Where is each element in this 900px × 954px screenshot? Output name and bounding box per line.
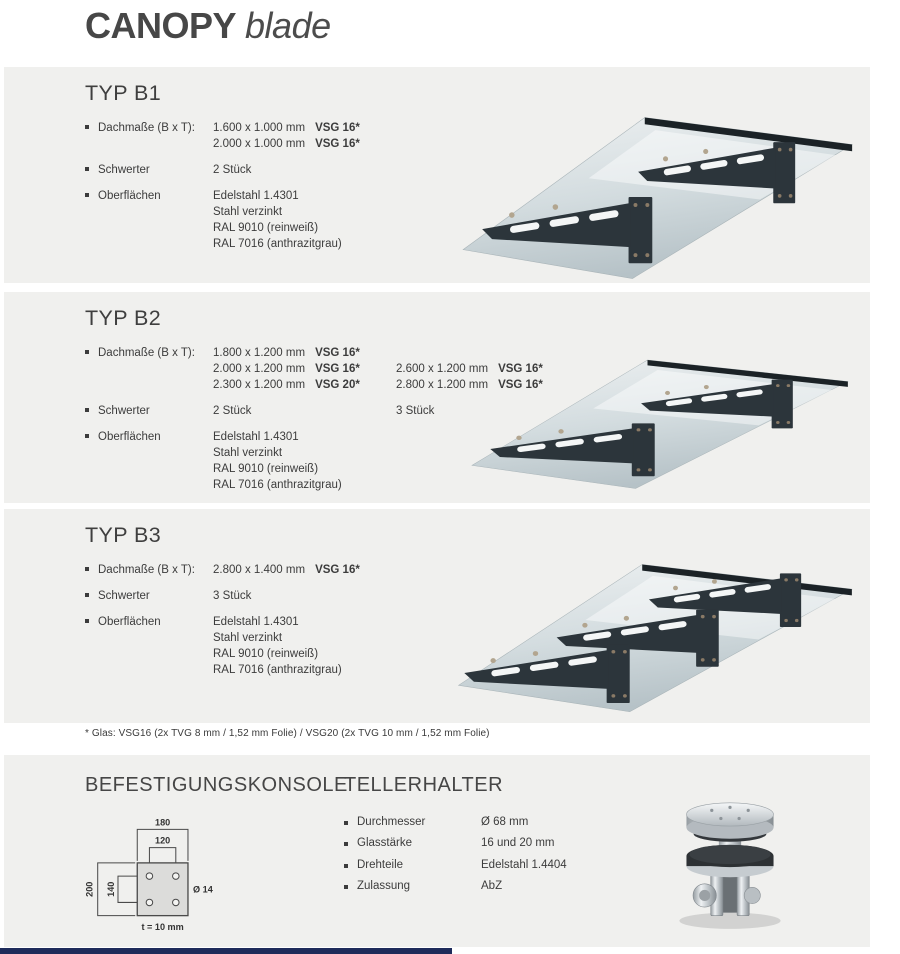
spec-value: RAL 9010 (reinweiß): [213, 222, 319, 234]
screw-dot: [737, 817, 740, 820]
spec-value-line: [213, 588, 315, 604]
screw-icon: [789, 194, 793, 198]
section-heading-b2: TYP B2: [85, 306, 162, 330]
glass-type-value: VSG 16*: [498, 379, 543, 391]
spec-values: [213, 188, 352, 252]
screw-icon: [778, 194, 782, 198]
screw-icon: [648, 468, 652, 471]
product-photo-canopy-b1: [427, 105, 874, 293]
clamp-pin-icon: [665, 391, 670, 395]
screw-icon: [795, 578, 799, 581]
wall-plate: [696, 610, 719, 667]
bullet-icon: [85, 345, 98, 393]
screw-icon: [623, 650, 627, 654]
spec-label: Dachmaße (B x T):: [98, 564, 195, 576]
product-name: CANOPY: [85, 5, 237, 46]
tellerhalter-spec-label: Durchmesser: [357, 816, 426, 828]
glass-type-value: VSG 16*: [315, 347, 360, 359]
section-heading-b3: TYP B3: [85, 523, 162, 547]
clamp-pin-icon: [516, 436, 521, 440]
product-photo-canopy-b3: [422, 553, 874, 725]
tellerhalter-spec-row: [344, 816, 567, 837]
screw-icon: [784, 578, 788, 581]
spec-label: Schwerter: [98, 590, 150, 602]
section-typ-b3: [4, 509, 870, 723]
bullet-icon: [344, 880, 357, 901]
spec-value-line: [213, 345, 360, 361]
clevis-gap: [723, 876, 737, 912]
spec-label: Oberflächen: [98, 431, 161, 443]
clamp-pin-icon: [704, 385, 709, 389]
spec-value-line: [213, 429, 352, 445]
spec-values: [213, 588, 315, 604]
mounting-plate: [137, 863, 188, 916]
spec-label: Schwerter: [98, 405, 150, 417]
spec-value: 2.800 x 1.400 mm: [213, 564, 306, 576]
screw-icon: [645, 203, 649, 207]
clamp-pin-icon: [558, 429, 563, 433]
bullet-icon: [344, 816, 357, 837]
spec-row: [85, 162, 425, 178]
spec-value-line: [213, 646, 352, 662]
spec-value: 2.000 x 1.200 mm: [213, 363, 306, 375]
spec-row: [85, 403, 425, 419]
tellerhalter-spec-label: Zulassung: [357, 880, 411, 893]
spec-value-line: [213, 204, 352, 220]
section-typ-b2: [4, 292, 870, 503]
lower-disc-face: [690, 845, 771, 864]
clamp-pin-icon: [509, 212, 515, 218]
spec-value-line: [213, 403, 315, 419]
screw-icon: [787, 384, 791, 387]
spec-value: 2.300 x 1.200 mm: [213, 379, 306, 391]
spec-label: Schwerter: [98, 164, 150, 176]
wall-plate: [629, 197, 653, 263]
spec-value-line: [213, 614, 352, 630]
spec-value-line: [213, 662, 352, 678]
canopy-illustration: [422, 553, 874, 725]
clamp-pin-icon: [582, 623, 587, 628]
spec-value: Edelstahl 1.4301: [213, 616, 299, 628]
screw-icon: [623, 694, 627, 698]
spec-value-line: [213, 220, 352, 236]
screw-icon: [712, 658, 716, 661]
hole-icon: [173, 899, 179, 905]
spec-value: RAL 9010 (reinweiß): [213, 463, 319, 475]
screw-dot: [747, 809, 750, 812]
hole-icon: [173, 873, 179, 879]
screw-icon: [645, 253, 649, 257]
spec-value: 2.600 x 1.200 mm: [396, 363, 489, 375]
clamp-pin-icon: [663, 156, 668, 161]
spec-row: [85, 588, 425, 604]
spec-value: 1.600 x 1.000 mm: [213, 122, 306, 134]
spec-value: 2 Stück: [213, 405, 252, 417]
section-accessories: [4, 755, 870, 947]
spec-value-line: [213, 361, 360, 377]
spec-value-line: [213, 461, 352, 477]
spec-value: Stahl verzinkt: [213, 447, 283, 459]
spec-list-b1: [85, 120, 425, 262]
canopy-illustration: [437, 350, 869, 500]
bullet-icon: [85, 120, 98, 152]
bullet-icon: [85, 429, 98, 493]
konsole-heading: BEFESTIGUNGSKONSOLE: [85, 774, 348, 796]
screw-icon: [787, 421, 791, 424]
glass-type-value: VSG 16*: [315, 138, 360, 150]
bullet-icon: [85, 588, 98, 604]
dim-thickness: t = 10 mm: [141, 921, 184, 932]
tellerhalter-spec-value: Edelstahl 1.4404: [481, 858, 567, 871]
bullet-icon: [85, 562, 98, 578]
tellerhalter-spec-list: [344, 816, 567, 902]
section-heading-b1: TYP B1: [85, 81, 162, 105]
clamp-pin-icon: [624, 616, 629, 621]
wall-plate: [780, 573, 801, 627]
product-photo-canopy-b2: [437, 350, 869, 500]
wall-plate: [607, 645, 630, 703]
bullet-icon: [85, 188, 98, 252]
spec-value: Edelstahl 1.4301: [213, 190, 299, 202]
spec-value: 2 Stück: [213, 164, 252, 176]
spec-value-line: [213, 562, 360, 578]
clamp-pin-icon: [533, 651, 538, 656]
spec-value: Edelstahl 1.4301: [213, 431, 299, 443]
screw-icon: [795, 619, 799, 622]
dim-hole-spacing-x: 120: [155, 835, 171, 846]
tellerhalter-spec-value: 16 und 20 mm: [481, 837, 555, 850]
screw-dot: [719, 817, 722, 820]
bullet-icon: [85, 162, 98, 178]
spec-value-line: [213, 188, 352, 204]
spec-value: RAL 9010 (reinweiß): [213, 648, 319, 660]
spec-value: 2.800 x 1.200 mm: [396, 379, 489, 391]
bolt-nut: [744, 887, 760, 903]
spec-values: [213, 162, 315, 178]
page-title: [85, 4, 331, 48]
screw-icon: [648, 428, 652, 431]
tellerhalter-spec-value: AbZ: [481, 880, 503, 893]
mounting-plate-drawing: [74, 800, 306, 942]
product-series: blade: [245, 5, 331, 46]
spec-label: Dachmaße (B x T):: [98, 122, 195, 134]
screw-icon: [611, 650, 615, 654]
screw-icon: [776, 421, 780, 424]
spec-values: [213, 345, 360, 393]
wall-plate: [632, 423, 655, 476]
spec-value-line: [213, 162, 315, 178]
spec-row: [85, 188, 425, 252]
tellerhalter-spec-label: Glasstärke: [357, 837, 412, 850]
clamp-pin-icon: [703, 149, 708, 154]
tellerhalter-spec-row: [344, 837, 567, 858]
clamp-pin-icon: [553, 204, 559, 210]
footer-accent-bar: [0, 948, 452, 954]
screw-icon: [611, 694, 615, 698]
tellerhalter-spec-row: [344, 880, 567, 901]
spec-label: Dachmaße (B x T):: [98, 347, 195, 359]
spec-row: [85, 562, 425, 578]
spec-values: [213, 614, 352, 678]
screw-dot: [710, 809, 713, 812]
spec-value: Stahl verzinkt: [213, 632, 283, 644]
spec-value: 1.800 x 1.200 mm: [213, 347, 306, 359]
section-typ-b1: [4, 67, 870, 283]
hole-icon: [146, 873, 152, 879]
screw-dot: [728, 806, 731, 809]
spec-values: [213, 403, 315, 419]
spec-value: Stahl verzinkt: [213, 206, 283, 218]
glass-type-value: VSG 16*: [315, 363, 360, 375]
tellerhalter-heading: TELLERHALTER: [344, 774, 504, 796]
dim-hole-spacing-y: 140: [105, 881, 116, 897]
tellerhalter-spec-row: [344, 859, 567, 880]
spec-value-line: [213, 477, 352, 493]
glass-type-value: VSG 16*: [315, 564, 360, 576]
dim-width: 180: [155, 817, 171, 828]
screw-icon: [789, 148, 793, 152]
bullet-icon: [344, 837, 357, 858]
schwerter-count-extra: 3 Stück: [396, 405, 435, 417]
spec-label: Oberflächen: [98, 616, 161, 628]
spec-value-line: [213, 236, 352, 252]
clamp-pin-icon: [712, 579, 717, 584]
spec-value-line: [213, 445, 352, 461]
bullet-icon: [344, 859, 357, 880]
spec-value: RAL 7016 (anthrazitgrau): [213, 664, 342, 676]
wall-plate: [772, 380, 793, 429]
spec-value: RAL 7016 (anthrazitgrau): [213, 479, 342, 491]
screw-icon: [778, 148, 782, 152]
canopy-illustration: [427, 105, 874, 293]
tellerhalter-spec-label: Drehteile: [357, 858, 404, 871]
bolt-head-center: [699, 890, 710, 901]
glass-type-value: VSG 20*: [315, 379, 360, 391]
dim-line-height: [98, 863, 136, 916]
spec-value: RAL 7016 (anthrazitgrau): [213, 238, 342, 250]
dim-hole-diameter: Ø 14: [193, 884, 213, 895]
clamp-pin-icon: [673, 586, 678, 591]
spec-value-line: [213, 120, 360, 136]
screw-icon: [784, 619, 788, 622]
spec-row: [85, 429, 425, 493]
spec-list-b3: [85, 562, 425, 688]
clamp-pin-icon: [490, 658, 495, 663]
tellerhalter-photo: [649, 777, 811, 939]
spec-label: Oberflächen: [98, 190, 161, 202]
screw-icon: [637, 468, 641, 471]
screw-icon: [633, 203, 637, 207]
wall-plate: [773, 142, 795, 203]
spec-value: 2.000 x 1.000 mm: [213, 138, 306, 150]
bullet-icon: [85, 403, 98, 419]
spec-value: 3 Stück: [213, 590, 252, 602]
spec-list-b2: [85, 345, 425, 503]
screw-icon: [712, 615, 716, 618]
screw-icon: [701, 615, 705, 618]
spec-values: [213, 562, 360, 578]
spec-values: [213, 429, 352, 493]
spec-values: [213, 120, 360, 152]
mounting-plate-svg: [74, 800, 306, 942]
spec-row: [85, 345, 425, 393]
spec-value-line: [213, 630, 352, 646]
spec-row: [85, 120, 425, 152]
bullet-icon: [85, 614, 98, 678]
dim-height: 200: [84, 881, 95, 897]
glass-type-value: VSG 16*: [498, 363, 543, 375]
point-fixing-svg: [649, 777, 811, 939]
spec-value-line: [213, 377, 360, 393]
spec-value-line: [213, 136, 360, 152]
screw-icon: [633, 253, 637, 257]
glass-type-value: VSG 16*: [315, 122, 360, 134]
shadow: [679, 913, 780, 929]
screw-icon: [701, 658, 705, 661]
hole-icon: [146, 899, 152, 905]
screw-icon: [637, 428, 641, 431]
spec-row: [85, 614, 425, 678]
screw-icon: [776, 384, 780, 387]
glass-footnote: * Glas: VSG16 (2x TVG 8 mm / 1,52 mm Folie) / VSG20 (2x TVG 10 mm / 1,52 mm Folie): [85, 728, 490, 739]
tellerhalter-spec-value: Ø 68 mm: [481, 816, 529, 828]
